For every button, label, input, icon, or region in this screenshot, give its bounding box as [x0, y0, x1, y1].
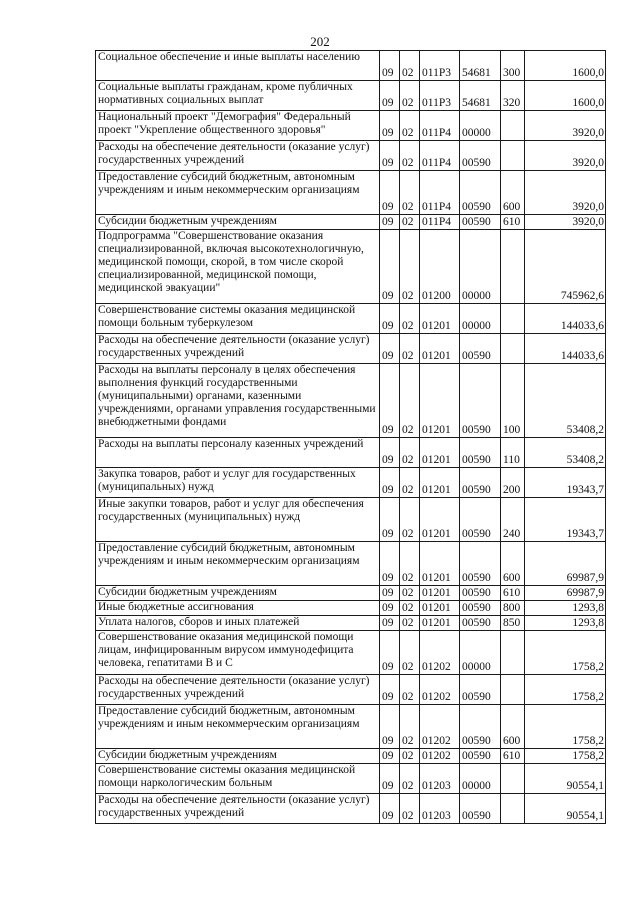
row-subsection-code: 02 — [400, 141, 420, 171]
table-row — [96, 498, 606, 542]
table-row — [96, 304, 606, 334]
table-row — [96, 51, 606, 81]
page-number: 202 — [310, 34, 330, 49]
row-subsection-code: 02 — [400, 675, 420, 705]
row-expense-type-code — [501, 304, 525, 334]
row-subsection-code: 02 — [400, 81, 420, 111]
row-target-article-direction: 00590 — [460, 171, 501, 215]
row-subsection-code: 02 — [400, 304, 420, 334]
table-row — [96, 631, 606, 675]
table-row — [96, 111, 606, 141]
row-name: Совершенствование системы оказания медицинской помощи наркологическим больным — [96, 764, 380, 794]
row-amount: 3920,0 — [525, 215, 606, 230]
row-expense-type-code: 610 — [501, 749, 525, 764]
row-section-code: 09 — [380, 51, 400, 81]
row-expense-type-code — [501, 141, 525, 171]
row-expense-type-code — [501, 794, 525, 824]
row-amount: 3920,0 — [525, 141, 606, 171]
row-subsection-code: 02 — [400, 631, 420, 675]
row-section-code: 09 — [380, 81, 400, 111]
row-target-article-direction: 00000 — [460, 111, 501, 141]
row-target-article-direction: 00000 — [460, 230, 501, 304]
row-section-code: 09 — [380, 631, 400, 675]
row-section-code: 09 — [380, 749, 400, 764]
row-target-article-direction: 00590 — [460, 498, 501, 542]
row-subsection-code: 02 — [400, 51, 420, 81]
row-target-article-program: 01201 — [420, 334, 460, 364]
row-subsection-code: 02 — [400, 215, 420, 230]
row-name: Расходы на обеспечение деятельности (оказание услуг) государственных учреждений — [96, 794, 380, 824]
row-subsection-code: 02 — [400, 749, 420, 764]
row-amount: 69987,9 — [525, 586, 606, 601]
table-row — [96, 215, 606, 230]
row-expense-type-code: 610 — [501, 215, 525, 230]
row-name: Социальное обеспечение и иные выплаты населению — [96, 51, 380, 81]
row-section-code: 09 — [380, 364, 400, 438]
row-amount: 53408,2 — [525, 438, 606, 468]
row-amount: 745962,6 — [525, 230, 606, 304]
row-amount: 144033,6 — [525, 334, 606, 364]
row-target-article-direction: 00590 — [460, 749, 501, 764]
table-row — [96, 749, 606, 764]
row-amount: 69987,9 — [525, 542, 606, 586]
row-name: Расходы на обеспечение деятельности (оказание услуг) государственных учреждений — [96, 334, 380, 364]
row-name: Иные закупки товаров, работ и услуг для обеспечения государственных (муниципальных) нужд — [96, 498, 380, 542]
row-section-code: 09 — [380, 111, 400, 141]
row-target-article-program: 01201 — [420, 601, 460, 616]
row-section-code: 09 — [380, 141, 400, 171]
row-target-article-program: 01201 — [420, 468, 460, 498]
row-section-code: 09 — [380, 764, 400, 794]
row-section-code: 09 — [380, 705, 400, 749]
row-name: Расходы на обеспечение деятельности (оказание услуг) государственных учреждений — [96, 141, 380, 171]
row-section-code: 09 — [380, 601, 400, 616]
row-target-article-program: 01201 — [420, 586, 460, 601]
row-subsection-code: 02 — [400, 542, 420, 586]
row-section-code: 09 — [380, 616, 400, 631]
row-expense-type-code: 610 — [501, 586, 525, 601]
row-target-article-direction: 00590 — [460, 616, 501, 631]
row-target-article-program: 01202 — [420, 749, 460, 764]
row-amount: 3920,0 — [525, 171, 606, 215]
row-subsection-code: 02 — [400, 334, 420, 364]
row-name: Расходы на выплаты персоналу в целях обеспечения выполнения функций государственными (муниципальными) органами, казенными учреждениями, органами управления государственными внебюджетными фондами — [96, 364, 380, 438]
row-amount: 19343,7 — [525, 498, 606, 542]
row-target-article-direction: 00590 — [460, 215, 501, 230]
row-target-article-program: 01201 — [420, 438, 460, 468]
table-row — [96, 171, 606, 215]
row-subsection-code: 02 — [400, 364, 420, 438]
row-target-article-program: 011Р4 — [420, 141, 460, 171]
row-section-code: 09 — [380, 438, 400, 468]
row-name: Закупка товаров, работ и услуг для государственных (муниципальных) нужд — [96, 468, 380, 498]
row-subsection-code: 02 — [400, 171, 420, 215]
row-target-article-program: 01201 — [420, 364, 460, 438]
row-expense-type-code: 600 — [501, 542, 525, 586]
row-amount: 3920,0 — [525, 111, 606, 141]
row-amount: 1758,2 — [525, 675, 606, 705]
row-target-article-direction: 00590 — [460, 438, 501, 468]
row-expense-type-code: 200 — [501, 468, 525, 498]
row-subsection-code: 02 — [400, 616, 420, 631]
row-target-article-program: 01201 — [420, 616, 460, 631]
row-target-article-program: 01201 — [420, 498, 460, 542]
row-target-article-direction: 00590 — [460, 364, 501, 438]
row-expense-type-code: 600 — [501, 171, 525, 215]
row-target-article-direction: 00590 — [460, 468, 501, 498]
row-expense-type-code: 300 — [501, 51, 525, 81]
row-amount: 144033,6 — [525, 304, 606, 334]
row-amount: 1293,8 — [525, 616, 606, 631]
row-name: Предоставление субсидий бюджетным, автономным учреждениям и иным некоммерческим организациям — [96, 171, 380, 215]
table-row — [96, 230, 606, 304]
row-amount: 1600,0 — [525, 51, 606, 81]
table-row — [96, 81, 606, 111]
row-target-article-program: 01203 — [420, 794, 460, 824]
row-subsection-code: 02 — [400, 764, 420, 794]
row-name: Подпрограмма "Совершенствование оказания специализированной, включая высокотехнологичную, медицинской помощи, скорой, в том числе скорой специализированной, медицинской помощи, медицинской эвакуации" — [96, 230, 380, 304]
row-amount: 1758,2 — [525, 631, 606, 675]
row-section-code: 09 — [380, 498, 400, 542]
row-name: Предоставление субсидий бюджетным, автономным учреждениям и иным некоммерческим организациям — [96, 542, 380, 586]
table-row — [96, 616, 606, 631]
row-target-article-direction: 54681 — [460, 81, 501, 111]
budget-table — [95, 50, 606, 824]
row-expense-type-code — [501, 334, 525, 364]
row-section-code: 09 — [380, 794, 400, 824]
table-row — [96, 468, 606, 498]
row-section-code: 09 — [380, 304, 400, 334]
row-section-code: 09 — [380, 215, 400, 230]
row-expense-type-code: 100 — [501, 364, 525, 438]
table-row — [96, 705, 606, 749]
row-expense-type-code — [501, 230, 525, 304]
table-row — [96, 586, 606, 601]
table-row — [96, 334, 606, 364]
row-target-article-direction: 00000 — [460, 304, 501, 334]
row-subsection-code: 02 — [400, 438, 420, 468]
row-expense-type-code: 800 — [501, 601, 525, 616]
row-section-code: 09 — [380, 171, 400, 215]
row-name: Расходы на обеспечение деятельности (оказание услуг) государственных учреждений — [96, 675, 380, 705]
row-expense-type-code: 600 — [501, 705, 525, 749]
table-row — [96, 764, 606, 794]
table-row — [96, 438, 606, 468]
row-name: Субсидии бюджетным учреждениям — [96, 749, 380, 764]
row-amount: 1758,2 — [525, 749, 606, 764]
row-expense-type-code: 850 — [501, 616, 525, 631]
row-target-article-direction: 00590 — [460, 542, 501, 586]
row-section-code: 09 — [380, 468, 400, 498]
row-name: Совершенствование системы оказания медицинской помощи больным туберкулезом — [96, 304, 380, 334]
row-name: Расходы на выплаты персоналу казенных учреждений — [96, 438, 380, 468]
row-target-article-program: 01200 — [420, 230, 460, 304]
row-expense-type-code: 320 — [501, 81, 525, 111]
row-name: Субсидии бюджетным учреждениям — [96, 586, 380, 601]
row-target-article-program: 011Р4 — [420, 215, 460, 230]
table-row — [96, 675, 606, 705]
row-target-article-program: 01202 — [420, 705, 460, 749]
row-expense-type-code: 110 — [501, 438, 525, 468]
row-target-article-program: 01203 — [420, 764, 460, 794]
row-subsection-code: 02 — [400, 111, 420, 141]
row-name: Предоставление субсидий бюджетным, автономным учреждениям и иным некоммерческим организациям — [96, 705, 380, 749]
row-subsection-code: 02 — [400, 601, 420, 616]
row-name: Уплата налогов, сборов и иных платежей — [96, 616, 380, 631]
row-section-code: 09 — [380, 675, 400, 705]
row-target-article-program: 01202 — [420, 631, 460, 675]
row-name: Совершенствование оказания медицинской помощи лицам, инфицированным вирусом иммунодефицита человека, гепатитами В и С — [96, 631, 380, 675]
row-target-article-direction: 00000 — [460, 631, 501, 675]
row-section-code: 09 — [380, 542, 400, 586]
row-target-article-program: 011Р3 — [420, 81, 460, 111]
row-target-article-program: 01201 — [420, 304, 460, 334]
row-target-article-direction: 00590 — [460, 586, 501, 601]
table-row — [96, 542, 606, 586]
table-row — [96, 794, 606, 824]
row-target-article-direction: 00000 — [460, 764, 501, 794]
table-row — [96, 141, 606, 171]
row-expense-type-code: 240 — [501, 498, 525, 542]
row-amount: 1293,8 — [525, 601, 606, 616]
row-name: Социальные выплаты гражданам, кроме публичных нормативных социальных выплат — [96, 81, 380, 111]
row-target-article-direction: 00590 — [460, 675, 501, 705]
row-expense-type-code — [501, 764, 525, 794]
row-expense-type-code — [501, 675, 525, 705]
row-section-code: 09 — [380, 230, 400, 304]
row-target-article-direction: 00590 — [460, 334, 501, 364]
row-name: Национальный проект "Демография" Федеральный проект "Укрепление общественного здоровья" — [96, 111, 380, 141]
row-target-article-direction: 54681 — [460, 51, 501, 81]
table-row — [96, 364, 606, 438]
row-name: Субсидии бюджетным учреждениям — [96, 215, 380, 230]
row-target-article-program: 01201 — [420, 542, 460, 586]
row-subsection-code: 02 — [400, 705, 420, 749]
row-target-article-direction: 00590 — [460, 794, 501, 824]
row-target-article-direction: 00590 — [460, 141, 501, 171]
row-amount: 1758,2 — [525, 705, 606, 749]
row-target-article-program: 011Р4 — [420, 111, 460, 141]
row-subsection-code: 02 — [400, 794, 420, 824]
row-amount: 1600,0 — [525, 81, 606, 111]
row-name: Иные бюджетные ассигнования — [96, 601, 380, 616]
row-target-article-program: 01202 — [420, 675, 460, 705]
row-expense-type-code — [501, 111, 525, 141]
table-row — [96, 601, 606, 616]
row-amount: 90554,1 — [525, 764, 606, 794]
row-subsection-code: 02 — [400, 230, 420, 304]
row-section-code: 09 — [380, 586, 400, 601]
row-expense-type-code — [501, 631, 525, 675]
row-section-code: 09 — [380, 334, 400, 364]
row-target-article-direction: 00590 — [460, 705, 501, 749]
row-amount: 90554,1 — [525, 794, 606, 824]
row-target-article-direction: 00590 — [460, 601, 501, 616]
row-subsection-code: 02 — [400, 498, 420, 542]
row-target-article-program: 011Р4 — [420, 171, 460, 215]
row-amount: 53408,2 — [525, 364, 606, 438]
budget-table-body — [96, 51, 606, 824]
row-subsection-code: 02 — [400, 468, 420, 498]
row-amount: 19343,7 — [525, 468, 606, 498]
row-subsection-code: 02 — [400, 586, 420, 601]
row-target-article-program: 011Р3 — [420, 51, 460, 81]
